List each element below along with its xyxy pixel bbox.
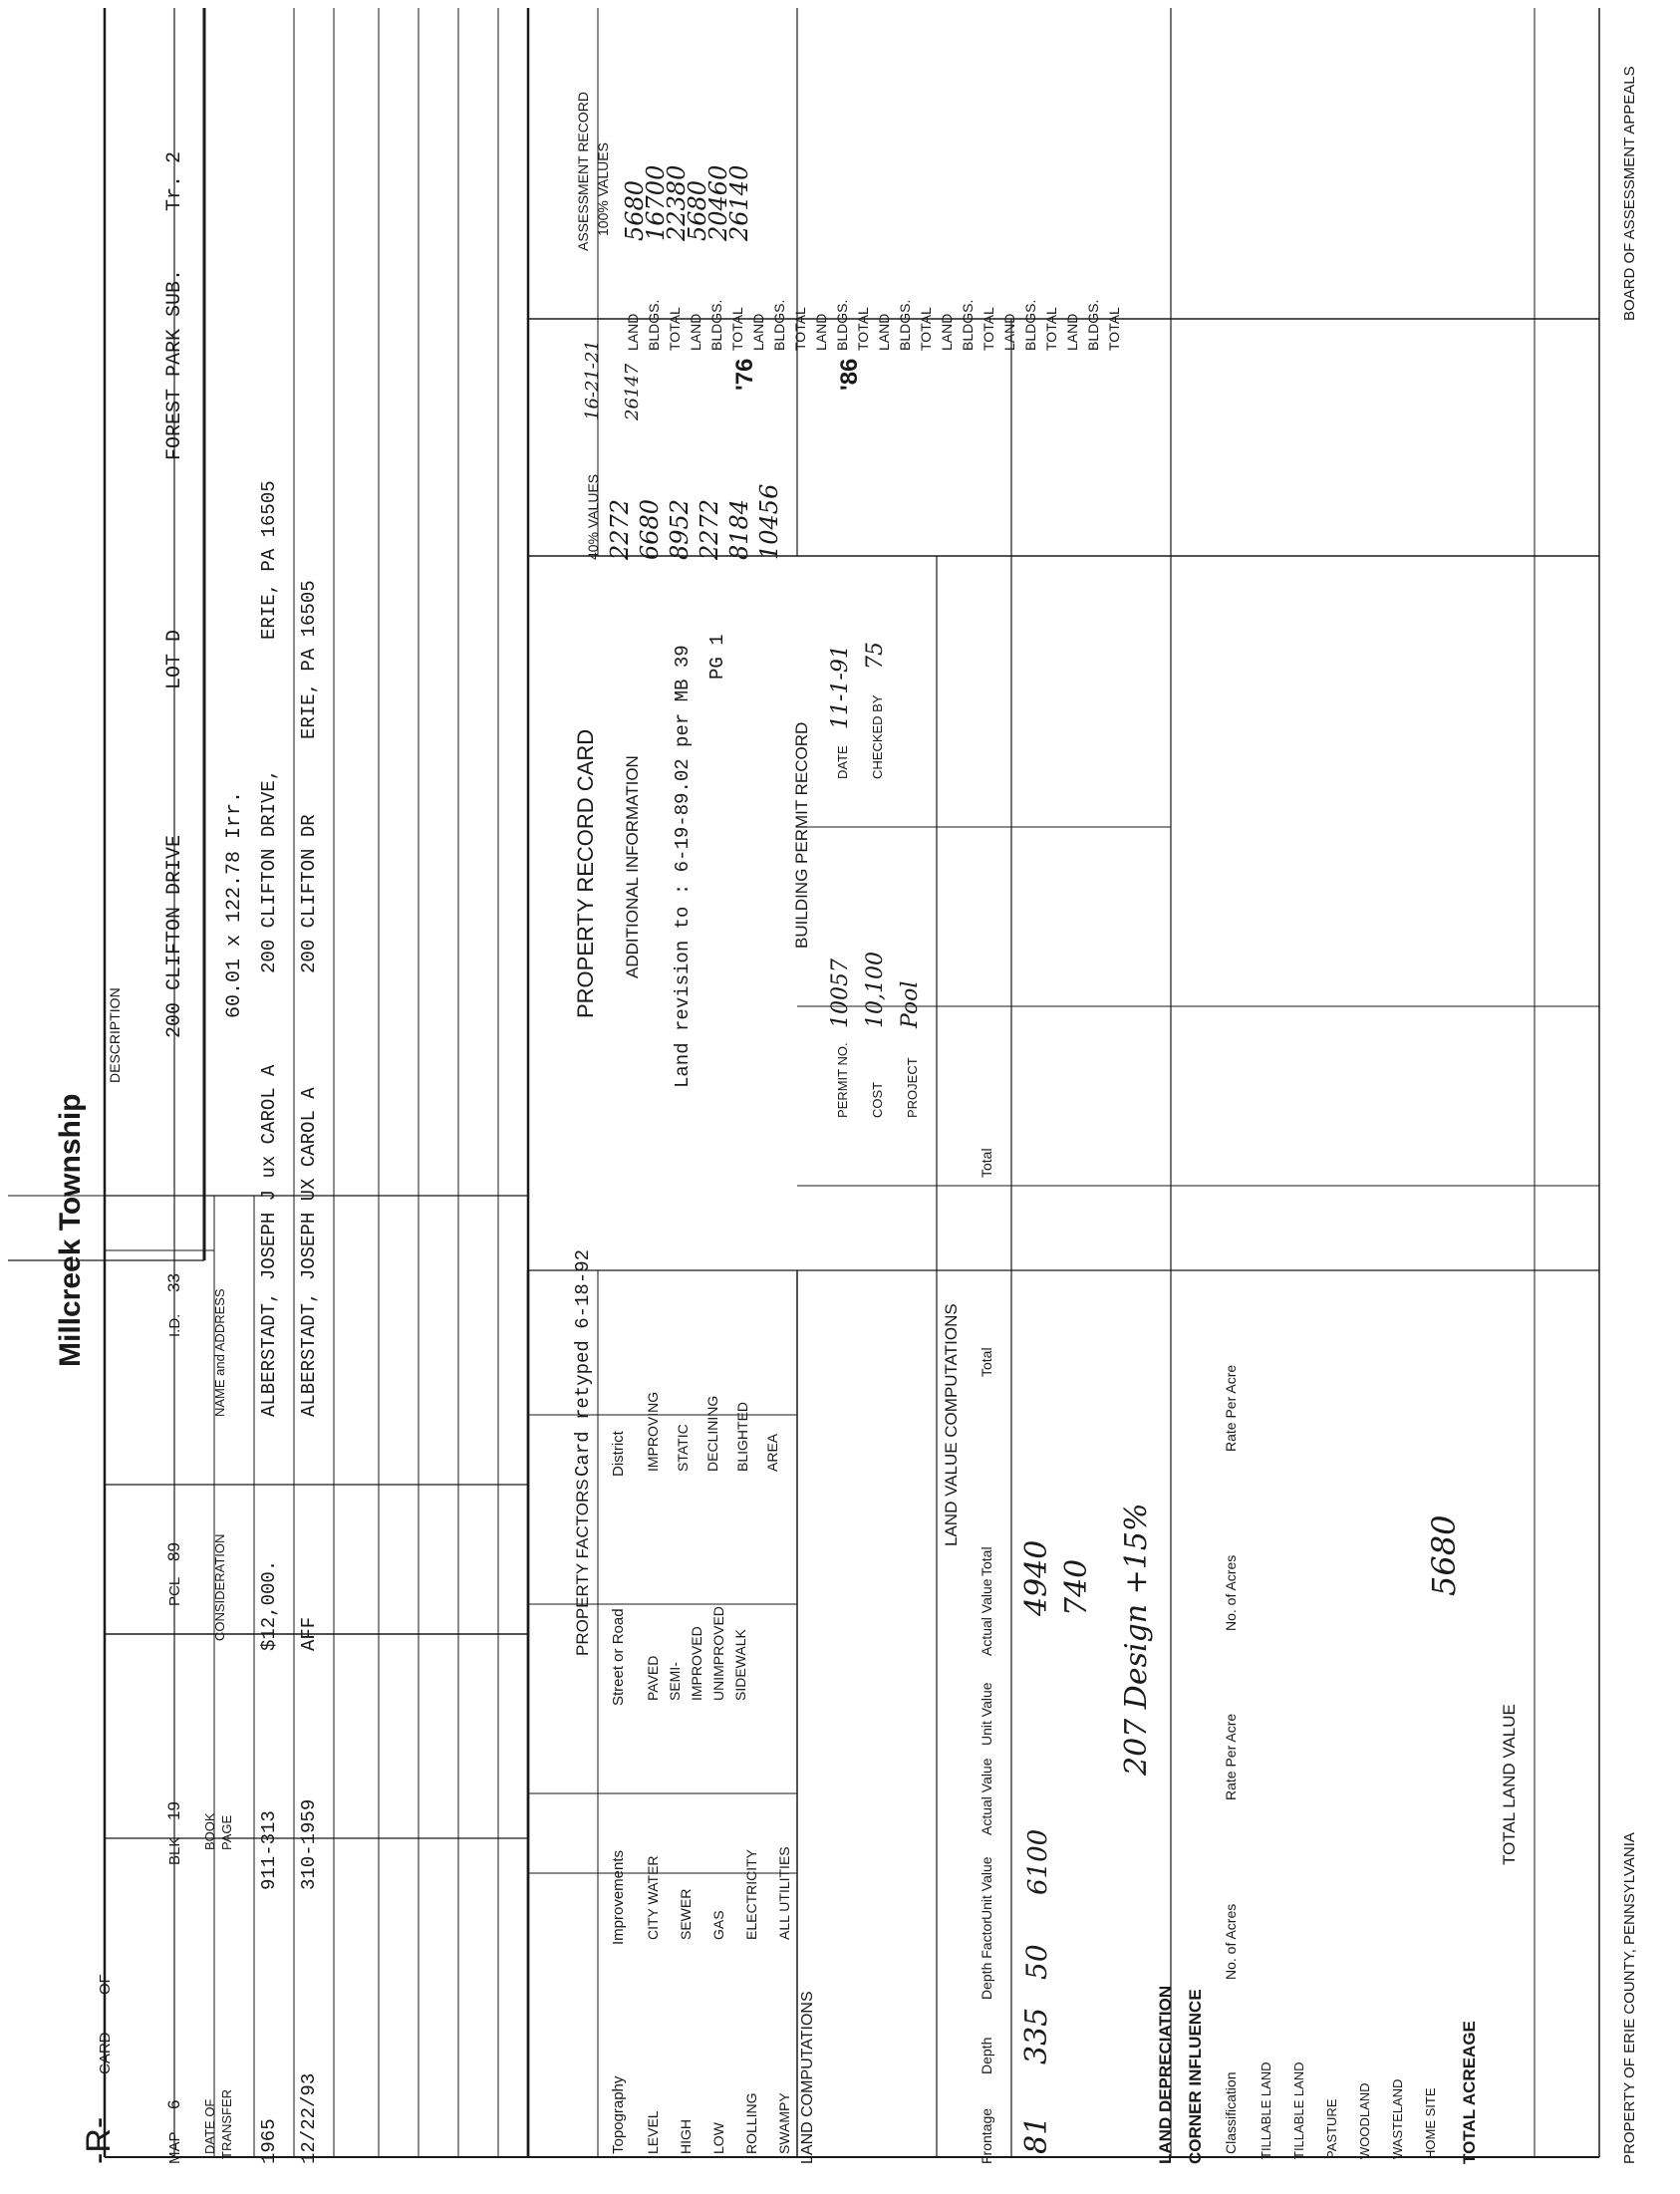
- assessment-label: TOTAL: [792, 307, 808, 351]
- hdr-consideration: CONSIDERATION: [212, 1533, 227, 1641]
- assessment-year-2: '86: [836, 358, 863, 391]
- assessment-value: 5680: [684, 179, 711, 241]
- id-label: I.D.: [166, 1313, 183, 1337]
- values-40-annotation-1: 16-21-21: [582, 340, 603, 420]
- corner-influence: CORNER INFLUENCE: [1186, 1989, 1205, 2164]
- value-40-entry: 8184: [725, 498, 753, 560]
- assessment-label: TOTAL: [667, 307, 683, 351]
- assessment-label: LAND: [939, 313, 955, 351]
- value-40-entry: 2272: [696, 498, 723, 560]
- land-comp-header: Frontage: [979, 2107, 994, 2164]
- improvement-item: ALL UTILITIES: [776, 1846, 792, 1940]
- assessment-label: TOTAL: [855, 307, 871, 351]
- class-header: Classification: [1223, 2071, 1239, 2154]
- improvement-item: SEWER: [678, 1888, 694, 1940]
- district-item: AREA: [764, 1433, 780, 1472]
- hdr-book-1: BOOK: [202, 1812, 217, 1850]
- hdr-book-2: PAGE: [219, 1814, 234, 1850]
- street-item: IMPROVED: [689, 1626, 704, 1701]
- assessment-value: 5680: [621, 179, 649, 241]
- transfer-name: ALBERSTADT, JOSEPH UX CAROL A: [298, 1087, 320, 1417]
- improvement-item: ELECTRICITY: [743, 1848, 759, 1940]
- values-40-annotation-2: 26147: [622, 363, 643, 420]
- district-item: STATIC: [675, 1424, 691, 1472]
- assessment-label: BLDGS.: [1085, 299, 1101, 351]
- permit-date-value: 11-1-91: [828, 645, 853, 729]
- improvement-item: CITY WATER: [645, 1855, 661, 1940]
- assessment-value: 26140: [725, 164, 753, 241]
- assessment-header-2: 100% VALUES: [595, 142, 611, 236]
- id-value: 33: [164, 1273, 183, 1292]
- assessment-label: LAND: [750, 313, 766, 351]
- card-label: CARD: [97, 2032, 114, 2074]
- class-header: Rate Per Acre: [1223, 1713, 1239, 1800]
- classification-item: TILLABLE LAND: [1291, 2061, 1306, 2159]
- classification-item: WOODLAND: [1357, 2082, 1372, 2159]
- assessment-label: BLDGS.: [834, 299, 850, 351]
- of-label: OF: [97, 1974, 114, 1995]
- retyped-note: Card retyped 6-18-92: [572, 1248, 594, 1477]
- topography-item: ROLLING: [743, 2092, 759, 2154]
- depth-value: 335: [1019, 2007, 1054, 2064]
- assessment-label: LAND: [1064, 313, 1080, 351]
- land-comp-header: Total: [979, 1347, 994, 1377]
- assessment-year-1: '76: [731, 358, 758, 391]
- assessment-header-1: ASSESSMENT RECORD: [575, 92, 591, 251]
- frontage-value: 81: [1019, 2115, 1054, 2154]
- assessment-label: BLDGS.: [708, 299, 724, 351]
- permit-title: BUILDING PERMIT RECORD: [792, 721, 811, 949]
- assessment-label: BLDGS.: [646, 299, 662, 351]
- subdivision-line: FOREST PARK SUB.: [163, 268, 186, 460]
- design-note: 207 Design +15%: [1119, 1503, 1154, 1776]
- land-comp-header: Actual Value: [979, 1578, 994, 1656]
- address-line: 200 CLIFTON DRIVE: [163, 834, 186, 1038]
- land-comp-header: Depth: [979, 2037, 994, 2074]
- district-item: IMPROVING: [645, 1391, 661, 1472]
- transfer-book: 911-313: [258, 1810, 280, 1890]
- permit-no-value: 10057: [828, 959, 853, 1028]
- street-item: SEMI-: [667, 1662, 683, 1701]
- class-header: No. of Acres: [1223, 1903, 1239, 1980]
- assessment-label: BLDGS.: [771, 299, 787, 351]
- hdr-date-2: TRANSFER: [219, 2088, 234, 2159]
- footer-right: BOARD OF ASSESSMENT APPEALS: [1621, 66, 1638, 321]
- assessment-value: 16700: [642, 164, 670, 241]
- land-depreciation: LAND DEPRECIATION: [1156, 1985, 1175, 2164]
- depth-factor-value: 50: [1020, 1944, 1053, 1980]
- total-land-value: 5680: [1425, 1514, 1463, 1596]
- hdr-name-address: NAME and ADDRESS: [212, 1288, 227, 1417]
- checked-label: CHECKED BY: [870, 694, 885, 779]
- assessment-value: 22380: [663, 164, 691, 241]
- assessment-label: TOTAL: [918, 307, 934, 351]
- transfer-consideration: AFF: [298, 1616, 320, 1651]
- hdr-topography: Topography: [610, 2075, 627, 2154]
- map-label: MAP: [166, 2131, 183, 2164]
- transfer-city: ERIE, PA 16505: [298, 580, 320, 739]
- values-40-header: 40% VALUES: [585, 473, 601, 560]
- footer-left: PROPERTY OF ERIE COUNTY, PENNSYLVANIA: [1621, 1832, 1638, 2164]
- district-item: DECLINING: [704, 1395, 720, 1472]
- topography-item: LEVEL: [645, 2110, 661, 2154]
- land-comp-header: Total: [979, 1148, 994, 1178]
- land-computations-title: LAND COMPUTATIONS: [799, 1991, 816, 2164]
- assessment-label: TOTAL: [1106, 307, 1122, 351]
- checked-value: 75: [863, 642, 888, 670]
- transfer-date: 1965: [258, 2118, 280, 2164]
- land-comp-header: Unit Value: [979, 1856, 994, 1920]
- description-label: DESCRIPTION: [107, 987, 123, 1083]
- additional-info-line2: PG 1: [706, 634, 728, 680]
- additional-info-title: ADDITIONAL INFORMATION: [623, 755, 642, 978]
- cost-value: 10,100: [863, 952, 888, 1028]
- class-header: No. of Acres: [1223, 1554, 1239, 1631]
- transfer-city: ERIE, PA 16505: [258, 480, 280, 640]
- classification-item: PASTURE: [1324, 2098, 1339, 2159]
- assessment-label: TOTAL: [729, 307, 745, 351]
- topography-item: HIGH: [678, 2119, 694, 2154]
- land-comp-header: Unit Value: [979, 1682, 994, 1746]
- permit-no-label: PERMIT NO.: [835, 1042, 850, 1118]
- property-factors-title: PROPERTY FACTORS: [573, 1479, 592, 1656]
- classification-item: WASTELAND: [1390, 2078, 1405, 2159]
- assessment-label: TOTAL: [980, 307, 996, 351]
- classification-item: TILLABLE LAND: [1259, 2061, 1273, 2159]
- land-comp-header: Depth Factor: [979, 1919, 994, 2000]
- assessment-label: LAND: [1001, 313, 1017, 351]
- street-item: PAVED: [645, 1655, 661, 1701]
- land-comp-header: Actual Value: [979, 1758, 994, 1835]
- hdr-street: Street or Road: [610, 1608, 627, 1706]
- cost-label: COST: [870, 1081, 885, 1118]
- total-2-value: 740: [1059, 1558, 1094, 1616]
- assessment-value: 20460: [704, 164, 732, 241]
- street-item: SIDEWALK: [732, 1629, 748, 1701]
- value-40-entry: 8952: [666, 498, 694, 560]
- pcl-value: 89: [164, 1542, 183, 1561]
- value-40-entry: 10456: [755, 483, 783, 560]
- value-40-entry: 2272: [606, 498, 634, 560]
- assessment-label: TOTAL: [1043, 307, 1059, 351]
- hdr-improvements: Improvements: [610, 1849, 627, 1945]
- assessment-label: BLDGS.: [960, 299, 976, 351]
- unit-value-value: 6100: [1023, 1828, 1053, 1895]
- additional-info-line1: Land revision to : 6-19-89.02 per MB 39: [672, 645, 694, 1088]
- tract-line: Tr. 2: [163, 150, 186, 211]
- transfer-street: 200 CLIFTON DRIVE,: [258, 768, 280, 973]
- total-land-value-label: TOTAL LAND VALUE: [1500, 1704, 1519, 1865]
- project-value: Pool: [898, 980, 923, 1028]
- classification-item: HOME SITE: [1423, 2087, 1438, 2159]
- assessment-label: LAND: [813, 313, 829, 351]
- street-item: UNIMPROVED: [710, 1606, 726, 1701]
- total-1-value: 4940: [1019, 1539, 1054, 1616]
- district-item: BLIGHTED: [734, 1401, 750, 1472]
- permit-date-label: DATE: [835, 745, 850, 779]
- transfer-name: ALBERSTADT, JOSEPH J ux CAROL A: [258, 1064, 280, 1417]
- transfer-book: 310-1959: [298, 1798, 320, 1890]
- hdr-date-1: DATE OF: [202, 2098, 217, 2154]
- project-label: PROJECT: [905, 1057, 920, 1118]
- land-comp-header: Total: [979, 1546, 994, 1576]
- assessment-label: BLDGS.: [1022, 299, 1038, 351]
- topography-item: LOW: [710, 2122, 726, 2154]
- value-40-entry: 6680: [636, 498, 664, 560]
- assessment-label: LAND: [688, 313, 703, 351]
- topography-item: SWAMPY: [776, 2092, 792, 2154]
- assessment-label: LAND: [876, 313, 892, 351]
- blk-label: BLK: [166, 1836, 183, 1865]
- dimensions: 60.01 x 122.78 Irr.: [223, 790, 246, 1018]
- transfer-street: 200 CLIFTON DR: [298, 814, 320, 973]
- improvement-item: GAS: [710, 1910, 726, 1940]
- hdr-district: District: [610, 1431, 627, 1477]
- record-card-title: PROPERTY RECORD CARD: [573, 728, 598, 1018]
- township-title: Millcreek Township: [54, 1093, 87, 1367]
- blk-value: 19: [164, 1801, 183, 1820]
- map-value: 6: [164, 2099, 183, 2109]
- total-acreage: TOTAL ACREAGE: [1460, 2021, 1479, 2164]
- transfer-date: 12/22/93: [298, 2072, 320, 2164]
- assessment-label: LAND: [625, 313, 641, 351]
- assessment-label: BLDGS.: [897, 299, 913, 351]
- pcl-label: PCL: [166, 1576, 183, 1606]
- land-value-title: LAND VALUE COMPUTATIONS: [942, 1303, 961, 1546]
- card-code: -R-: [80, 2116, 118, 2164]
- class-header: Rate Per Acre: [1223, 1364, 1239, 1452]
- lot-line: LOT D: [163, 629, 186, 689]
- transfer-consideration: $12,000.: [258, 1559, 280, 1651]
